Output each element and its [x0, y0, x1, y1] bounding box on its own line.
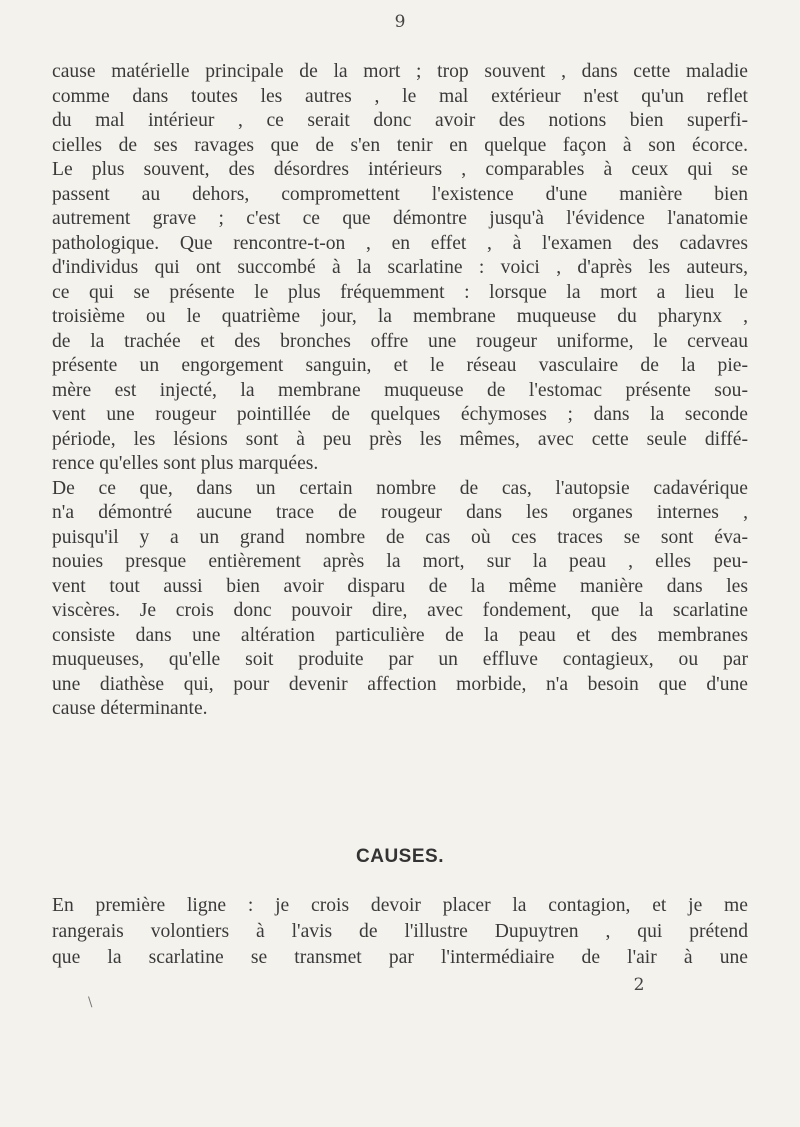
causes-text-block	[52, 893, 748, 971]
text-line: De ce que, dans un certain nombre de cas, l'autopsie cadavérique	[52, 477, 748, 499]
text-line: vent tout aussi bien avoir disparu de la même manière dans les	[52, 575, 748, 597]
text-line: période, les lésions sont à peu près les mêmes, avec cette seule diffé-	[52, 428, 748, 450]
text-line: rence qu'elles sont plus marquées.	[52, 453, 319, 474]
text-line: n'a démontré aucune trace de rougeur dans les organes internes ,	[52, 502, 748, 523]
page-number: 9	[394, 12, 406, 32]
text-line: une diathèse qui, pour devenir affection morbide, n'a besoin que d'une	[52, 673, 748, 695]
text-line: cause matérielle principale de la mort ; trop souvent , dans cette maladie	[52, 61, 748, 82]
stray-mark: \	[88, 995, 93, 1010]
text-line: puisqu'il y a un grand nombre de cas où ces traces se sont éva-	[52, 526, 748, 548]
text-line: En première ligne : je crois devoir placer la contagion, et je me	[52, 895, 748, 916]
text-line: pathologique. Que rencontre-t-on , en effet , à l'examen des cadavres	[52, 232, 748, 254]
text-line: consiste dans une altération particulière de la peau et des membranes	[52, 624, 748, 646]
signature-mark: 2	[633, 975, 645, 995]
text-line: présente un engorgement sanguin, et le réseau vasculaire de la pie-	[52, 355, 748, 376]
text-line: vent une rougeur pointillée de quelques échymoses ; dans la seconde	[52, 404, 748, 425]
text-line: viscères. Je crois donc pouvoir dire, avec fondement, que la scarlatine	[52, 600, 748, 621]
text-line: nouies presque entièrement après la mort, sur la peau , elles peu-	[52, 551, 748, 572]
text-line: d'individus qui ont succombé à la scarlatine : voici , d'après les auteurs,	[52, 257, 748, 278]
text-line: autrement grave ; c'est ce que démontre jusqu'à l'évidence l'anatomie	[52, 208, 748, 229]
text-line: passent au dehors, compromettent l'existence d'une manière bien	[52, 183, 748, 205]
text-line: rangerais volontiers à l'avis de l'illustre Dupuytren , qui prétend	[52, 921, 748, 942]
text-line: comme dans toutes les autres , le mal extérieur n'est qu'un reflet	[52, 85, 748, 107]
text-line: muqueuses, qu'elle soit produite par un effluve contagieux, ou par	[52, 649, 748, 670]
text-line: du mal intérieur , ce serait donc avoir des notions bien superfi-	[52, 110, 748, 131]
paragraph-conclusion	[52, 477, 748, 722]
text-line: ce qui se présente le plus fréquemment : lorsque la mort a lieu le	[52, 281, 748, 303]
section-heading: CAUSES.	[356, 846, 444, 867]
paragraph-contagion	[52, 893, 748, 971]
text-line: que la scarlatine se transmet par l'intermédiaire de l'air à une	[52, 947, 748, 968]
text-line: Le plus souvent, des désordres intérieurs , comparables à ceux qui se	[52, 159, 748, 180]
text-line: cielles de ses ravages que de s'en tenir en quelque façon à son écorce.	[52, 134, 748, 156]
paragraph-autopsy-findings	[52, 60, 748, 477]
text-line: de la trachée et des bronches offre une rougeur uniforme, le cerveau	[52, 330, 748, 352]
text-line: mère est injecté, la membrane muqueuse de l'estomac présente sou-	[52, 379, 748, 401]
text-line: troisième ou le quatrième jour, la membrane muqueuse du pharynx ,	[52, 306, 748, 327]
text-line: cause déterminante.	[52, 698, 208, 719]
main-text-block	[52, 60, 748, 722]
